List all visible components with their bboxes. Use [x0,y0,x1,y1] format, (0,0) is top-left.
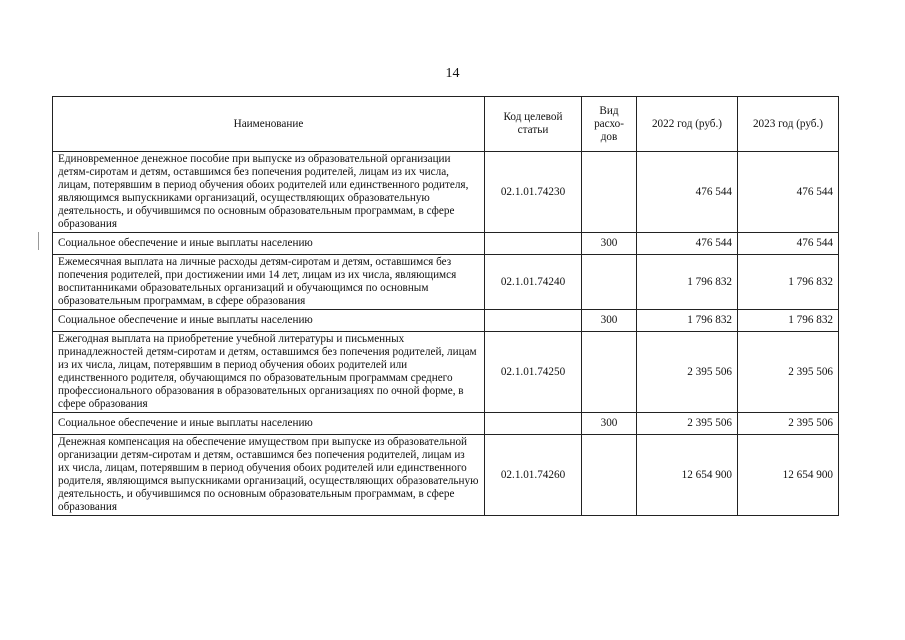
row-name: Денежная компенсация на обеспечение имуществом при выпуске из образовательной организации детям-сиротам и детям, оставшимся без попечения родителей, лицам из их числа, лицам, потерявшим в период обучения обоих родителей или единственного родителя, являющимся выпускниками организаций, осуществляющих образовательную деятельность, и обучившимся по основным образовательным программам, в сфере образования [53,435,485,516]
row-2023: 1 796 832 [738,310,839,332]
row-2023: 2 395 506 [738,332,839,413]
page-number: 14 [445,66,460,81]
row-name: Социальное обеспечение и иные выплаты населению [53,233,485,255]
row-kind: 300 [582,310,637,332]
table-row [53,332,839,413]
header-kind: Вид расхо-дов [582,97,637,152]
row-code [485,310,582,332]
row-code: 02.1.01.74250 [485,332,582,413]
row-code [485,233,582,255]
row-2022: 1 796 832 [637,310,738,332]
row-name: Социальное обеспечение и иные выплаты населению [53,413,485,435]
table-header-row [53,97,839,152]
row-kind [582,152,637,233]
table-row [53,310,839,332]
row-kind [582,332,637,413]
row-2022: 2 395 506 [637,413,738,435]
row-kind: 300 [582,413,637,435]
row-kind [582,435,637,516]
row-kind [582,255,637,310]
row-kind: 300 [582,233,637,255]
row-2023: 1 796 832 [738,255,839,310]
header-2022: 2022 год (руб.) [637,97,738,152]
row-code [485,413,582,435]
header-name: Наименование [53,97,485,152]
row-code: 02.1.01.74230 [485,152,582,233]
header-2023: 2023 год (руб.) [738,97,839,152]
row-2023: 476 544 [738,233,839,255]
table-row [53,255,839,310]
budget-table [52,96,839,516]
table-row [53,233,839,255]
row-2022: 12 654 900 [637,435,738,516]
row-name: Ежегодная выплата на приобретение учебной литературы и письменных принадлежностей детям-сиротам и детям, оставшимся без попечения родителей, лицам из их числа, лицам, потерявшим в период обучения обоих родителей или единственного родителя, обучающимся по образовательным программам среднего профессионального образования в образовательных организациях по очной форме, в сфере образования [53,332,485,413]
row-2022: 1 796 832 [637,255,738,310]
header-code: Код целевой статьи [485,97,582,152]
row-2022: 2 395 506 [637,332,738,413]
row-name: Единовременное денежное пособие при выпуске из образовательной организации детям-сиротам и детям, оставшимся без попечения родителей, лицам из их числа, лицам, потерявшим в период обучения обоих родителей или единственного родителя, являющимся выпускниками организаций, осуществляющих образовательную деятельность, и обучившимся по основным образовательным программам, в сфере образования [53,152,485,233]
table-row [53,152,839,233]
row-2023: 476 544 [738,152,839,233]
row-name: Ежемесячная выплата на личные расходы детям-сиротам и детям, оставшимся без попечения родителей, при достижении ими 14 лет, лицам из их числа, являющимся воспитанниками образовательных организаций и обучающимся по основным образовательным программам, в сфере образования [53,255,485,310]
row-code: 02.1.01.74240 [485,255,582,310]
row-2023: 2 395 506 [738,413,839,435]
row-2023: 12 654 900 [738,435,839,516]
row-name: Социальное обеспечение и иные выплаты населению [53,310,485,332]
table-row [53,435,839,516]
scan-artifact [38,232,39,250]
table-row [53,413,839,435]
row-2022: 476 544 [637,233,738,255]
row-code: 02.1.01.74260 [485,435,582,516]
row-2022: 476 544 [637,152,738,233]
